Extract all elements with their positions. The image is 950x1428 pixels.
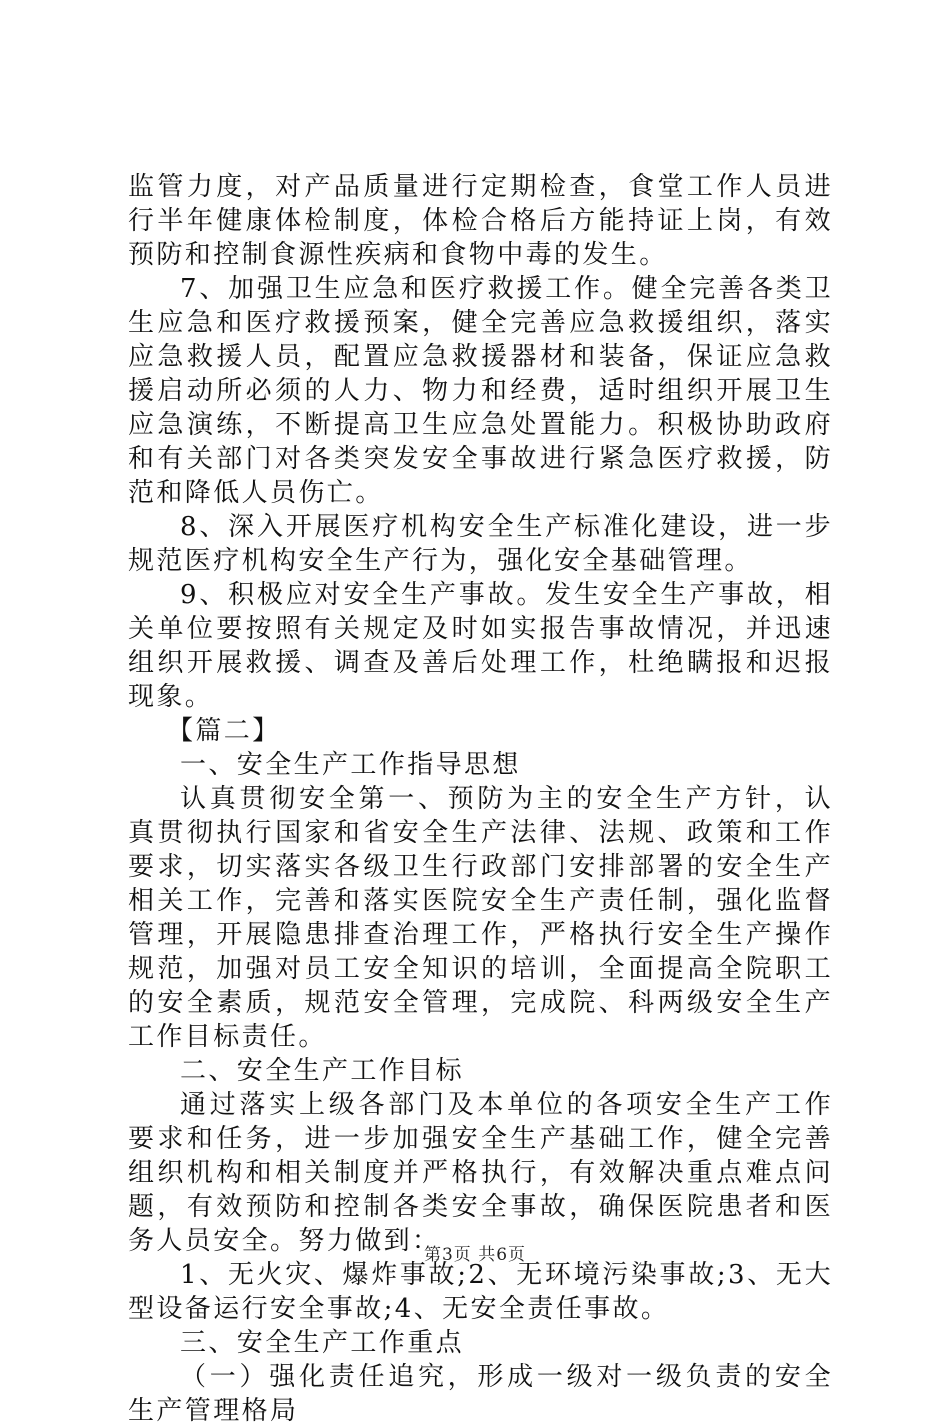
paragraph-food-safety-continuation: 监管力度，对产品质量进行定期检查，食堂工作人员进行半年健康体检制度，体检合格后方能持证上岗，有效预防和控制食源性疾病和食物中毒的发生。 [128,172,833,270]
paragraph-focus-item-1: （一）强化责任追究，形成一级对一级负责的安全生产管理格局 [128,1362,833,1426]
heading-work-focus: 三、安全生产工作重点 [180,1328,465,1358]
section-label-part-two: 【篇二】 [167,716,281,746]
heading-work-goals: 二、安全生产工作目标 [180,1056,465,1086]
heading-guiding-thought: 一、安全生产工作指导思想 [180,750,521,780]
paragraph-work-goals: 通过落实上级各部门及本单位的各项安全生产工作要求和任务，进一步加强安全生产基础工作，健全完善组织机构和相关制度并严格执行，有效解决重点难点问题，有效预防和控制各类安全事故，确保医院患者和医务人员安全。努力做到： [128,1090,833,1256]
paragraph-goal-list: 1、无火灾、爆炸事故;2、无环境污染事故;3、无大型设备运行安全事故;4、无安全责任事故。 [128,1260,833,1324]
paragraph-item-7: 7、加强卫生应急和医疗救援工作。健全完善各类卫生应急和医疗救援预案，健全完善应急救援组织，落实应急救援人员，配置应急救援器材和装备，保证应急救援启动所必须的人力、物力和经费，适时组织开展卫生应急演练，不断提高卫生应急处置能力。积极协助政府和有关部门对各类突发安全事故进行紧急医疗救援，防范和降低人员伤亡。 [128,274,833,508]
paragraph-item-8: 8、深入开展医疗机构安全生产标准化建设，进一步规范医疗机构安全生产行为，强化安全基础管理。 [128,512,833,576]
paragraph-guiding-thought: 认真贯彻安全第一、预防为主的安全生产方针，认真贯彻执行国家和省安全生产法律、法规、政策和工作要求，切实落实各级卫生行政部门安排部署的安全生产相关工作，完善和落实医院安全生产责任制，强化监督管理，开展隐患排查治理工作，严格执行安全生产操作规范，加强对员工安全知识的培训，全面提高全院职工的安全素质，规范安全管理，完成院、科两级安全生产工作目标责任。 [128,784,833,1052]
page-number-footer: 第3页 共6页 [423,1245,527,1265]
paragraph-item-9: 9、积极应对安全生产事故。发生安全生产事故，相关单位要按照有关规定及时如实报告事故情况，并迅速组织开展救援、调查及善后处理工作，杜绝瞒报和迟报现象。 [128,580,833,712]
